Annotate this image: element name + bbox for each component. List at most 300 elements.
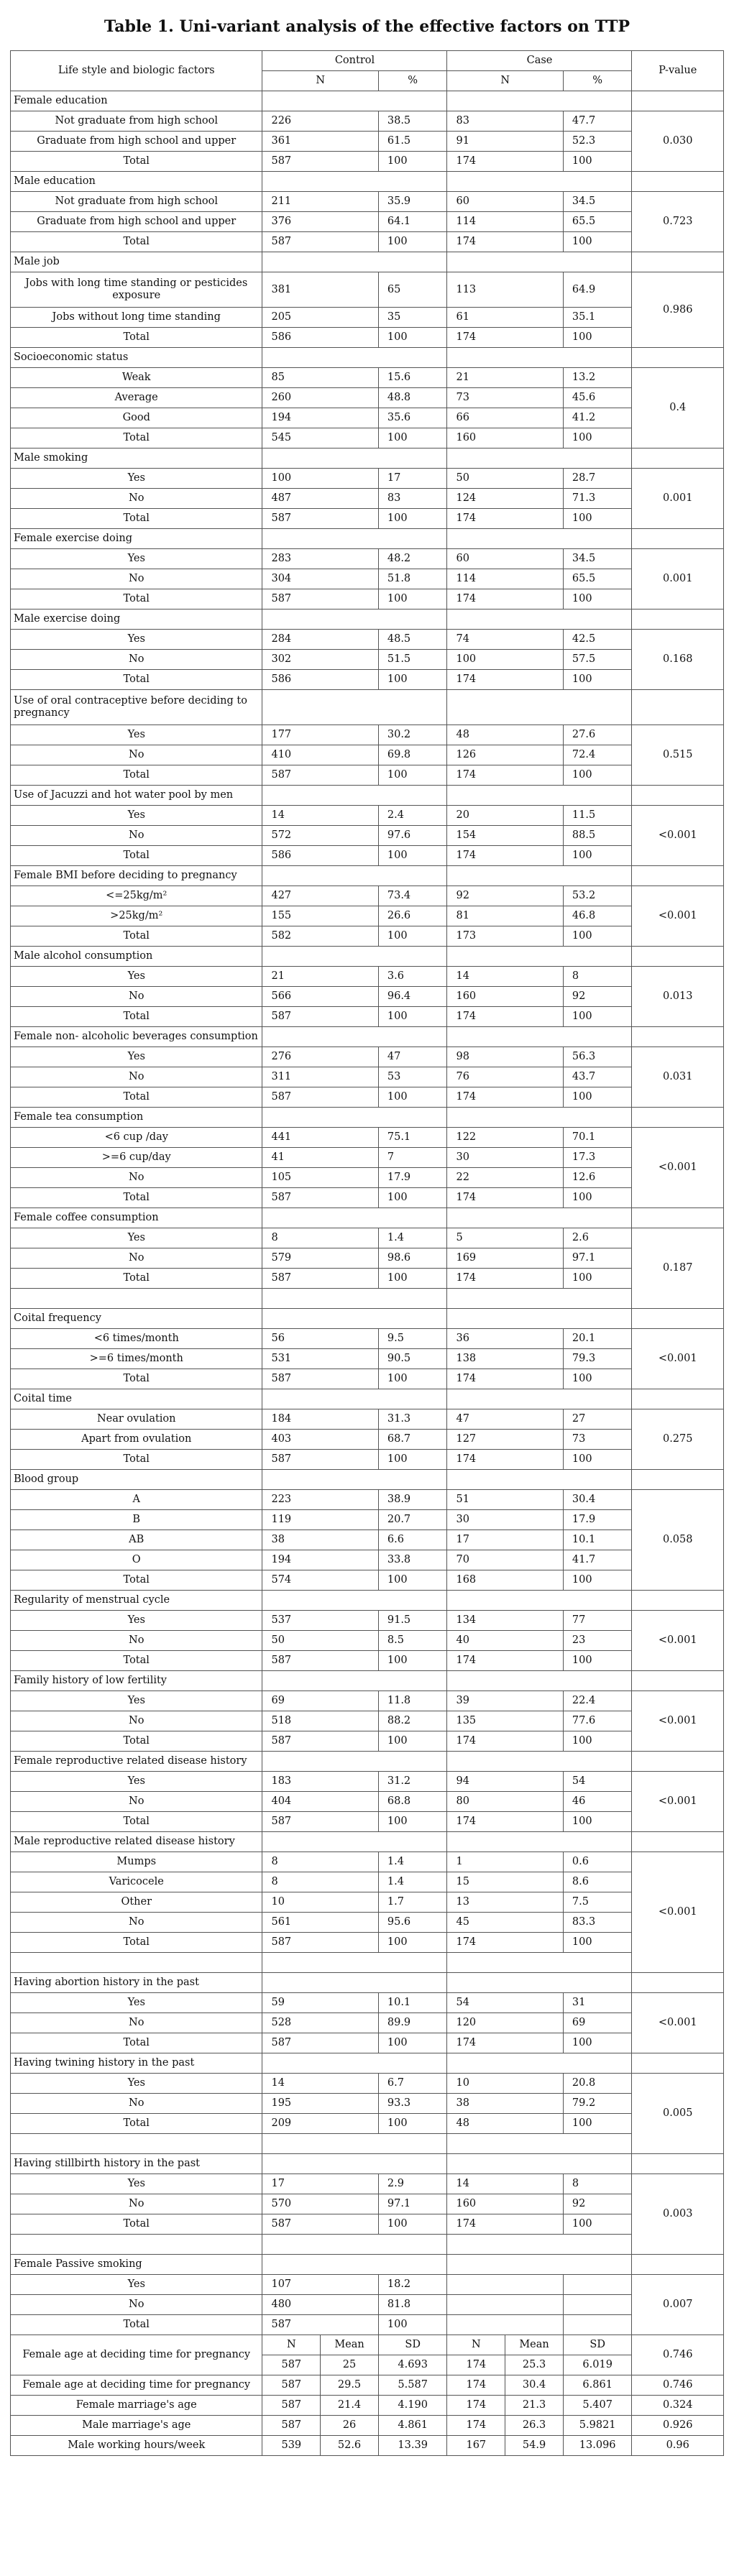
group-title-row xyxy=(11,1591,724,1611)
header-case-pct: % xyxy=(563,71,632,91)
control-pct: 100 xyxy=(378,589,447,610)
control-n: 582 xyxy=(262,926,378,947)
case-pct: 56.3 xyxy=(563,1047,632,1067)
table-row xyxy=(11,1168,724,1188)
row-label: Yes xyxy=(11,2275,262,2295)
control-pct: 15.6 xyxy=(378,368,447,388)
continuous-col-mean: Mean xyxy=(505,2335,564,2355)
p-value: 0.007 xyxy=(632,2275,724,2335)
control-pct: 95.6 xyxy=(378,1913,447,1933)
case-n: 91 xyxy=(447,132,563,152)
row-label: No xyxy=(11,2013,262,2033)
control-pct: 100 xyxy=(378,1651,447,1671)
group-title: Male exercise doing xyxy=(11,610,262,630)
control-pct: 2.9 xyxy=(378,2174,447,2194)
control-n: 260 xyxy=(262,388,378,408)
control-n: 8 xyxy=(262,1852,378,1872)
table-row xyxy=(11,509,724,529)
case-n: 174 xyxy=(447,1087,563,1108)
control-n: 587 xyxy=(262,2033,378,2053)
p-value: 0.746 xyxy=(632,2375,724,2396)
table-row xyxy=(11,192,724,212)
header-control-pct: % xyxy=(378,71,447,91)
table-row xyxy=(11,1228,724,1248)
continuous-col-n: N xyxy=(447,2335,505,2355)
row-label: Total xyxy=(11,1087,262,1108)
empty-cell xyxy=(632,2154,724,2174)
case-pct: 8 xyxy=(563,967,632,987)
continuous-sn: 174 xyxy=(447,2396,505,2416)
empty-cell xyxy=(262,348,447,368)
row-label: Total xyxy=(11,2033,262,2053)
control-pct: 26.6 xyxy=(378,906,447,926)
row-label: No xyxy=(11,1248,262,1269)
control-n: 587 xyxy=(262,1188,378,1208)
p-value: 0.168 xyxy=(632,630,724,690)
table-title: Table 1. Uni-variant analysis of the effective factors on TTP xyxy=(104,17,630,36)
control-n: 587 xyxy=(262,1812,378,1832)
row-label: Yes xyxy=(11,2174,262,2194)
case-n: 174 xyxy=(447,1007,563,1027)
table-row xyxy=(11,408,724,428)
row-label: No xyxy=(11,2295,262,2315)
group-title: Use of Jacuzzi and hot water pool by men xyxy=(11,786,262,806)
table-row xyxy=(11,1691,724,1711)
p-value: 0.926 xyxy=(632,2416,724,2436)
case-n: 100 xyxy=(447,650,563,670)
case-n: 138 xyxy=(447,1349,563,1369)
case-n: 113 xyxy=(447,272,563,308)
case-pct: 100 xyxy=(563,1570,632,1591)
control-pct: 64.1 xyxy=(378,212,447,232)
control-pct: 18.2 xyxy=(378,2275,447,2295)
control-pct: 35.6 xyxy=(378,408,447,428)
control-n: 587 xyxy=(262,1933,378,1953)
table-row xyxy=(11,2013,724,2033)
control-n: 587 xyxy=(262,1450,378,1470)
header-case-n: N xyxy=(447,71,563,91)
case-pct: 45.6 xyxy=(563,388,632,408)
table-row xyxy=(11,1047,724,1067)
group-title-row xyxy=(11,1027,724,1047)
p-value: <0.001 xyxy=(632,1691,724,1752)
case-pct: 64.9 xyxy=(563,272,632,308)
group-title: Socioeconomic status xyxy=(11,348,262,368)
control-n: 155 xyxy=(262,906,378,926)
table-row xyxy=(11,308,724,328)
control-pct: 100 xyxy=(378,2033,447,2053)
control-n: 587 xyxy=(262,152,378,172)
p-value: 0.030 xyxy=(632,111,724,172)
case-pct: 57.5 xyxy=(563,650,632,670)
case-n: 127 xyxy=(447,1430,563,1450)
table-row xyxy=(11,1731,724,1752)
case-pct: 22.4 xyxy=(563,1691,632,1711)
control-pct: 11.8 xyxy=(378,1691,447,1711)
case-pct: 100 xyxy=(563,846,632,866)
control-pct: 100 xyxy=(378,152,447,172)
p-value: 0.723 xyxy=(632,192,724,252)
group-title-row xyxy=(11,2154,724,2174)
empty-cell xyxy=(447,1289,632,1309)
continuous-row xyxy=(11,2396,724,2416)
case-pct: 65.5 xyxy=(563,212,632,232)
row-label: Average xyxy=(11,388,262,408)
case-pct: 97.1 xyxy=(563,1248,632,1269)
empty-cell xyxy=(262,529,447,549)
table-row xyxy=(11,232,724,252)
control-pct: 31.3 xyxy=(378,1409,447,1430)
control-n: 574 xyxy=(262,1570,378,1591)
row-label: No xyxy=(11,1168,262,1188)
row-label: Yes xyxy=(11,967,262,987)
control-n: 107 xyxy=(262,2275,378,2295)
p-value: <0.001 xyxy=(632,1611,724,1671)
case-pct: 52.3 xyxy=(563,132,632,152)
table-row xyxy=(11,1007,724,1027)
table-row xyxy=(11,765,724,786)
case-n: 73 xyxy=(447,388,563,408)
table-row xyxy=(11,906,724,926)
continuous-cm: 25 xyxy=(321,2355,379,2375)
case-n: 22 xyxy=(447,1168,563,1188)
row-label: Total xyxy=(11,2315,262,2335)
case-pct: 41.7 xyxy=(563,1550,632,1570)
row-label: B xyxy=(11,1510,262,1530)
case-n: 174 xyxy=(447,589,563,610)
case-n: 174 xyxy=(447,328,563,348)
case-pct: 71.3 xyxy=(563,489,632,509)
case-n: 174 xyxy=(447,509,563,529)
table-row xyxy=(11,1248,724,1269)
control-n: 587 xyxy=(262,509,378,529)
spacer-row xyxy=(11,1953,724,1973)
row-label: Near ovulation xyxy=(11,1409,262,1430)
control-n: 311 xyxy=(262,1067,378,1087)
control-pct: 100 xyxy=(378,328,447,348)
table-row xyxy=(11,1510,724,1530)
empty-cell xyxy=(262,1208,447,1228)
case-pct: 23 xyxy=(563,1631,632,1651)
empty-cell xyxy=(447,2255,632,2275)
p-value: 0.058 xyxy=(632,1490,724,1591)
control-pct: 100 xyxy=(378,765,447,786)
table-row xyxy=(11,1570,724,1591)
control-pct: 31.2 xyxy=(378,1772,447,1792)
control-pct: 51.8 xyxy=(378,569,447,589)
empty-cell xyxy=(11,2235,262,2255)
table-row xyxy=(11,2094,724,2114)
control-n: 85 xyxy=(262,368,378,388)
case-n: 124 xyxy=(447,489,563,509)
case-pct: 72.4 xyxy=(563,745,632,765)
control-n: 528 xyxy=(262,2013,378,2033)
empty-cell xyxy=(447,690,632,725)
spacer-row xyxy=(11,2235,724,2255)
case-n: 174 xyxy=(447,232,563,252)
case-n: 169 xyxy=(447,1248,563,1269)
row-label: No xyxy=(11,2194,262,2214)
group-title: Use of oral contraceptive before deciding to pregnancy xyxy=(11,690,262,725)
control-n: 587 xyxy=(262,589,378,610)
control-pct: 100 xyxy=(378,1087,447,1108)
case-pct: 100 xyxy=(563,1812,632,1832)
control-pct: 83 xyxy=(378,489,447,509)
control-pct: 93.3 xyxy=(378,2094,447,2114)
continuous-cm: 29.5 xyxy=(321,2375,379,2396)
case-n: 54 xyxy=(447,1993,563,2013)
table-row xyxy=(11,1913,724,1933)
row-label: No xyxy=(11,1792,262,1812)
empty-cell xyxy=(447,1027,632,1047)
row-label: Male working hours/week xyxy=(11,2436,262,2456)
control-n: 38 xyxy=(262,1530,378,1550)
case-n: 81 xyxy=(447,906,563,926)
case-pct: 20.8 xyxy=(563,2074,632,2094)
control-pct: 51.5 xyxy=(378,650,447,670)
empty-cell xyxy=(447,1208,632,1228)
empty-cell xyxy=(262,1752,447,1772)
control-pct: 100 xyxy=(378,1369,447,1389)
empty-cell xyxy=(632,1389,724,1409)
control-n: 205 xyxy=(262,308,378,328)
row-label: Good xyxy=(11,408,262,428)
p-value: 0.031 xyxy=(632,1047,724,1108)
row-label: Total xyxy=(11,926,262,947)
empty-cell xyxy=(262,690,447,725)
case-pct: 77.6 xyxy=(563,1711,632,1731)
case-pct: 34.5 xyxy=(563,549,632,569)
control-pct: 91.5 xyxy=(378,1611,447,1631)
control-n: 226 xyxy=(262,111,378,132)
control-n: 587 xyxy=(262,1651,378,1671)
case-n: 120 xyxy=(447,2013,563,2033)
table-row xyxy=(11,806,724,826)
table-row xyxy=(11,670,724,690)
control-pct: 75.1 xyxy=(378,1128,447,1148)
row-label: Apart from ovulation xyxy=(11,1430,262,1450)
case-n: 60 xyxy=(447,192,563,212)
case-n: 174 xyxy=(447,152,563,172)
case-n: 98 xyxy=(447,1047,563,1067)
case-pct: 100 xyxy=(563,2214,632,2235)
group-title-row xyxy=(11,786,724,806)
continuous-ssd: 13.096 xyxy=(563,2436,632,2456)
control-n: 56 xyxy=(262,1329,378,1349)
table-row xyxy=(11,1430,724,1450)
control-n: 209 xyxy=(262,2114,378,2134)
empty-cell xyxy=(447,2134,632,2154)
p-value: 0.324 xyxy=(632,2396,724,2416)
control-pct: 81.8 xyxy=(378,2295,447,2315)
table-row xyxy=(11,2174,724,2194)
empty-cell xyxy=(262,2154,447,2174)
control-pct: 17.9 xyxy=(378,1168,447,1188)
empty-cell xyxy=(262,1309,447,1329)
row-label: Total xyxy=(11,765,262,786)
control-pct: 98.6 xyxy=(378,1248,447,1269)
table-row xyxy=(11,328,724,348)
group-title: Female reproductive related disease history xyxy=(11,1752,262,1772)
case-pct: 100 xyxy=(563,2033,632,2053)
empty-cell xyxy=(262,2134,447,2154)
p-value: 0.986 xyxy=(632,272,724,348)
group-title: Coital time xyxy=(11,1389,262,1409)
p-value: <0.001 xyxy=(632,1128,724,1208)
case-n: 168 xyxy=(447,1570,563,1591)
empty-cell xyxy=(447,1108,632,1128)
control-n: 17 xyxy=(262,2174,378,2194)
control-pct: 100 xyxy=(378,926,447,947)
empty-cell xyxy=(262,1671,447,1691)
case-n: 174 xyxy=(447,1188,563,1208)
empty-cell xyxy=(447,1591,632,1611)
control-n: 10 xyxy=(262,1892,378,1913)
p-value: 0.005 xyxy=(632,2074,724,2154)
group-title-row xyxy=(11,690,724,725)
empty-cell xyxy=(447,348,632,368)
case-n: 48 xyxy=(447,2114,563,2134)
case-pct: 0.6 xyxy=(563,1852,632,1872)
continuous-ssd: 6.019 xyxy=(563,2355,632,2375)
header-row xyxy=(11,51,724,71)
control-pct: 17 xyxy=(378,469,447,489)
row-label: Total xyxy=(11,1450,262,1470)
row-label: Total xyxy=(11,428,262,448)
control-n: 579 xyxy=(262,1248,378,1269)
p-value: <0.001 xyxy=(632,1329,724,1389)
p-value: <0.001 xyxy=(632,1852,724,1973)
control-pct: 1.4 xyxy=(378,1852,447,1872)
case-pct: 41.2 xyxy=(563,408,632,428)
group-title-row xyxy=(11,2053,724,2074)
spacer-row xyxy=(11,2134,724,2154)
empty-cell xyxy=(262,1973,447,1993)
continuous-col-n: N xyxy=(262,2335,321,2355)
row-label: No xyxy=(11,826,262,846)
case-pct: 46 xyxy=(563,1792,632,1812)
continuous-col-sd: SD xyxy=(378,2335,447,2355)
empty-cell xyxy=(632,172,724,192)
table-row xyxy=(11,1631,724,1651)
empty-cell xyxy=(632,1973,724,1993)
table-row xyxy=(11,132,724,152)
row-label: Mumps xyxy=(11,1852,262,1872)
empty-cell xyxy=(632,448,724,469)
control-pct: 100 xyxy=(378,1007,447,1027)
case-pct: 100 xyxy=(563,428,632,448)
control-pct: 35.9 xyxy=(378,192,447,212)
case-pct: 65.5 xyxy=(563,569,632,589)
empty-cell xyxy=(447,1671,632,1691)
continuous-cm: 21.4 xyxy=(321,2396,379,2416)
row-label: Total xyxy=(11,1007,262,1027)
row-label: Not graduate from high school xyxy=(11,192,262,212)
case-pct: 92 xyxy=(563,987,632,1007)
case-n: 173 xyxy=(447,926,563,947)
group-title: Coital frequency xyxy=(11,1309,262,1329)
case-n: 61 xyxy=(447,308,563,328)
table-row xyxy=(11,846,724,866)
case-n xyxy=(447,2315,563,2335)
row-label: No xyxy=(11,1631,262,1651)
case-pct: 73 xyxy=(563,1430,632,1450)
empty-cell xyxy=(447,1309,632,1329)
continuous-cn: 587 xyxy=(262,2375,321,2396)
empty-cell xyxy=(447,2053,632,2074)
control-pct: 6.6 xyxy=(378,1530,447,1550)
control-pct: 100 xyxy=(378,509,447,529)
control-n: 518 xyxy=(262,1711,378,1731)
case-n: 1 xyxy=(447,1852,563,1872)
table-row xyxy=(11,368,724,388)
control-pct: 33.8 xyxy=(378,1550,447,1570)
case-n: 174 xyxy=(447,670,563,690)
control-n: 410 xyxy=(262,745,378,765)
case-pct xyxy=(563,2295,632,2315)
row-label: Total xyxy=(11,152,262,172)
control-pct: 35 xyxy=(378,308,447,328)
group-title-row xyxy=(11,1309,724,1329)
control-n: 587 xyxy=(262,1087,378,1108)
case-pct: 88.5 xyxy=(563,826,632,846)
table-row xyxy=(11,967,724,987)
control-n: 586 xyxy=(262,670,378,690)
p-value: 0.96 xyxy=(632,2436,724,2456)
p-value: <0.001 xyxy=(632,1993,724,2053)
case-n xyxy=(447,2275,563,2295)
control-n: 41 xyxy=(262,1148,378,1168)
case-pct: 28.7 xyxy=(563,469,632,489)
case-pct: 27.6 xyxy=(563,725,632,745)
control-pct: 61.5 xyxy=(378,132,447,152)
control-n: 403 xyxy=(262,1430,378,1450)
case-pct: 100 xyxy=(563,670,632,690)
control-n: 587 xyxy=(262,1269,378,1289)
case-pct: 70.1 xyxy=(563,1128,632,1148)
case-pct: 42.5 xyxy=(563,630,632,650)
group-title: Blood group xyxy=(11,1470,262,1490)
case-n: 122 xyxy=(447,1128,563,1148)
control-n: 302 xyxy=(262,650,378,670)
control-pct: 68.7 xyxy=(378,1430,447,1450)
continuous-csd: 4.190 xyxy=(378,2396,447,2416)
empty-cell xyxy=(632,91,724,111)
case-n: 174 xyxy=(447,2033,563,2053)
empty-cell xyxy=(447,866,632,886)
table-row xyxy=(11,1892,724,1913)
case-n: 20 xyxy=(447,806,563,826)
row-label: No xyxy=(11,489,262,509)
empty-cell xyxy=(632,1752,724,1772)
empty-cell xyxy=(447,610,632,630)
table-row xyxy=(11,926,724,947)
case-pct: 35.1 xyxy=(563,308,632,328)
case-n: 174 xyxy=(447,846,563,866)
row-label: Yes xyxy=(11,1047,262,1067)
case-n: 160 xyxy=(447,428,563,448)
control-pct: 48.2 xyxy=(378,549,447,569)
case-n: 13 xyxy=(447,1892,563,1913)
case-pct: 100 xyxy=(563,1933,632,1953)
control-pct: 9.5 xyxy=(378,1329,447,1349)
control-n: 587 xyxy=(262,765,378,786)
row-label: Total xyxy=(11,1369,262,1389)
control-pct: 100 xyxy=(378,1570,447,1591)
control-pct: 73.4 xyxy=(378,886,447,906)
table-row xyxy=(11,886,724,906)
empty-cell xyxy=(262,448,447,469)
